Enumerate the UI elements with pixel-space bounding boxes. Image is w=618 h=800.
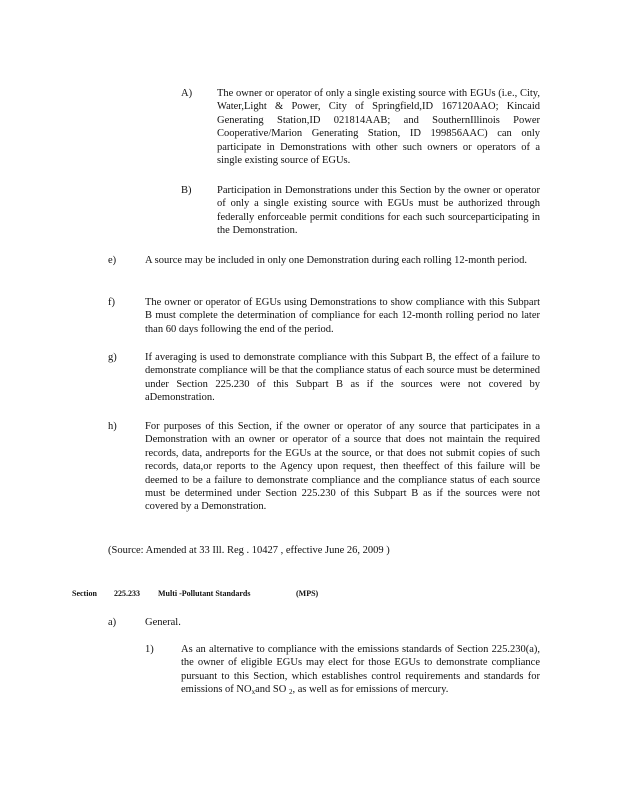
- subsection-title: General.: [145, 617, 181, 628]
- item-label: B): [181, 185, 192, 196]
- item-label: 1): [145, 644, 154, 655]
- item-text: As an alternative to compliance with the emissions standards of Section 225.230(a), the owner of eligible EGUs may elect for those EGUs to demonstrate compliance pursuant to this Section, which establishes control requirements and standards for emissions of $NO_xand$ SO $_2$, as well as for emissions of mercury.: [181, 644, 540, 697]
- item-label: h): [108, 421, 117, 432]
- section-label: Section: [72, 589, 97, 598]
- item-label: e): [108, 255, 117, 266]
- item-label: A): [181, 88, 193, 99]
- item-text: A source may be included in only one Demonstration during each rolling 12-month period.: [145, 255, 527, 266]
- section-abbr: (MPS): [296, 589, 319, 598]
- source-note: (Source: Amended at 33 Ill. Reg . 10427 , effective June 26, 2009 ): [108, 545, 390, 556]
- item-label: f): [108, 297, 115, 308]
- section-title: Multi -Pollutant Standards: [158, 589, 251, 598]
- item-text: The owner or operator of EGUs using Demonstrations to show compliance with this Subpart B must complete the determination of compliance for each 12-month rolling period no later than 60 days following the end of the period.: [145, 297, 540, 335]
- item-text: Participation in Demonstrations under this Section by the owner or operator of only a single existing source with EGUs must be authorized through federally enforceable permit conditions for each such sourceparticipating in the Demonstration.: [217, 185, 540, 237]
- item-text: The owner or operator of only a single existing source with EGUs (i.e., City, Water,Light & Power, City of Springfield,ID 167120AAO; Kincaid Generating Station,ID 021814AAB; and SouthernIllinois Power Cooperative/Marion Generating Station, ID 199856AAC) can only participate in Demonstrations with other such owners or operators of a single existing source of EGUs.: [217, 88, 540, 167]
- item-label: g): [108, 352, 117, 363]
- item-text: If averaging is used to demonstrate compliance with this Subpart B, the effect of a failure to demonstrate compliance will be that the compliance status of each source must be determined under Section 225.230 of this Subpart B as if the sources were not covered by aDemonstration.: [145, 352, 540, 404]
- section-number: 225.233: [114, 589, 140, 598]
- subsection-label: a): [108, 617, 117, 628]
- item-text: For purposes of this Section, if the owner or operator of any source that participates in a Demonstration with an owner or operator of a source that does not maintain the required records, data, andreports for the EGUs at the source, or that does not submit copies of such records, data,or reports to the Agency upon request, then theeffect of this failure will be deemed to be a failure to demonstrate compliance and the compliance status of each source must be determined under Section 225.230 of this Subpart B as if the sources were not covered by a Demonstration.: [145, 421, 540, 513]
